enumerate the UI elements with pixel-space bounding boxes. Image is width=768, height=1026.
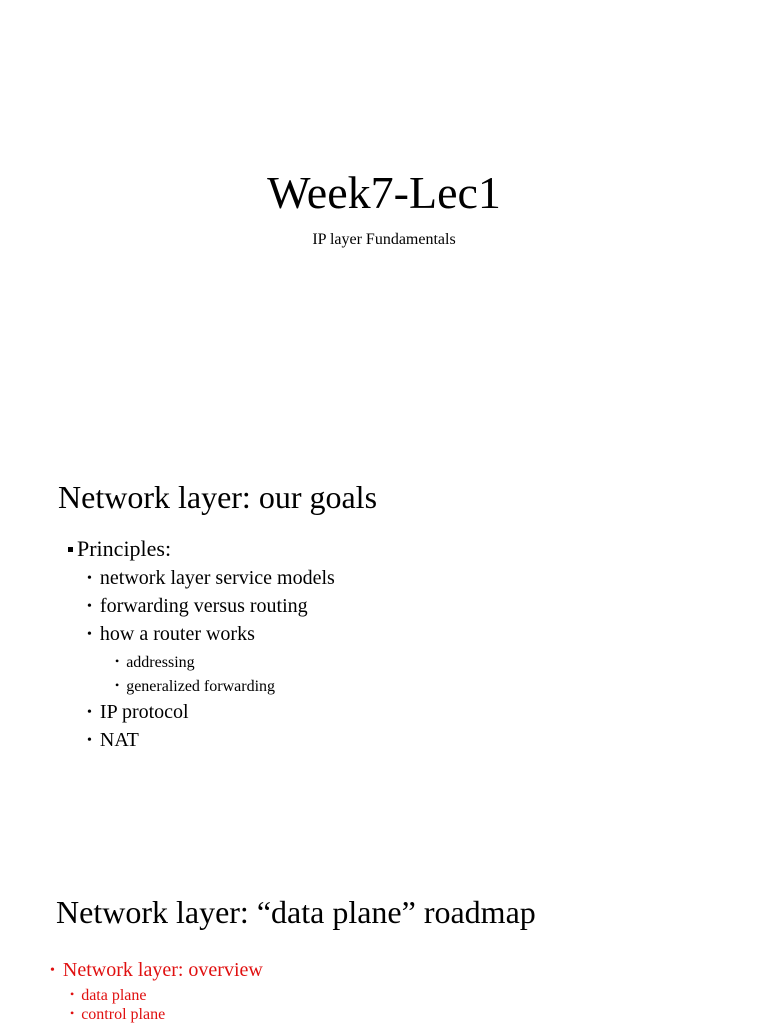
bullet-icon: • — [87, 627, 92, 642]
principles-label: Principles: — [77, 536, 172, 561]
list-item-label: forwarding versus routing — [99, 595, 308, 617]
bullet-icon: • — [87, 705, 92, 720]
list-item — [87, 621, 255, 648]
list-item — [50, 957, 263, 984]
list-item-label: how a router works — [99, 623, 255, 645]
list-item-label: data plane — [81, 987, 147, 1004]
bullet-icon: • — [87, 733, 92, 748]
list-item-label: Network layer: overview — [62, 959, 263, 981]
list-item-label: IP protocol — [99, 701, 189, 723]
list-item — [115, 650, 195, 674]
list-item-label: generalized forwarding — [126, 678, 276, 695]
slide3-title: Network layer: “data plane” roadmap — [56, 894, 536, 930]
principles-item — [68, 535, 171, 563]
list-item — [87, 565, 335, 592]
square-bullet-icon — [68, 547, 73, 552]
bullet-icon: • — [50, 963, 55, 978]
slide1-subtitle: IP layer Fundamentals — [312, 231, 456, 248]
bullet-icon: • — [70, 1006, 75, 1020]
bullet-icon: • — [115, 654, 120, 668]
slide2-title: Network layer: our goals — [58, 479, 378, 515]
list-item — [70, 1002, 165, 1026]
slide1-title: Week7-Lec1 — [267, 167, 501, 218]
bullet-icon: • — [87, 571, 92, 586]
list-item — [115, 674, 275, 698]
list-item-label: network layer service models — [99, 567, 335, 589]
list-item-label: addressing — [126, 654, 195, 671]
bullet-icon: • — [87, 599, 92, 614]
list-item — [87, 593, 308, 620]
bullet-icon: • — [70, 987, 75, 1001]
bullet-icon: • — [115, 678, 120, 692]
list-item — [87, 699, 189, 726]
list-item — [87, 727, 139, 754]
list-item-label: control plane — [81, 1006, 166, 1023]
list-item-label: NAT — [99, 729, 139, 751]
